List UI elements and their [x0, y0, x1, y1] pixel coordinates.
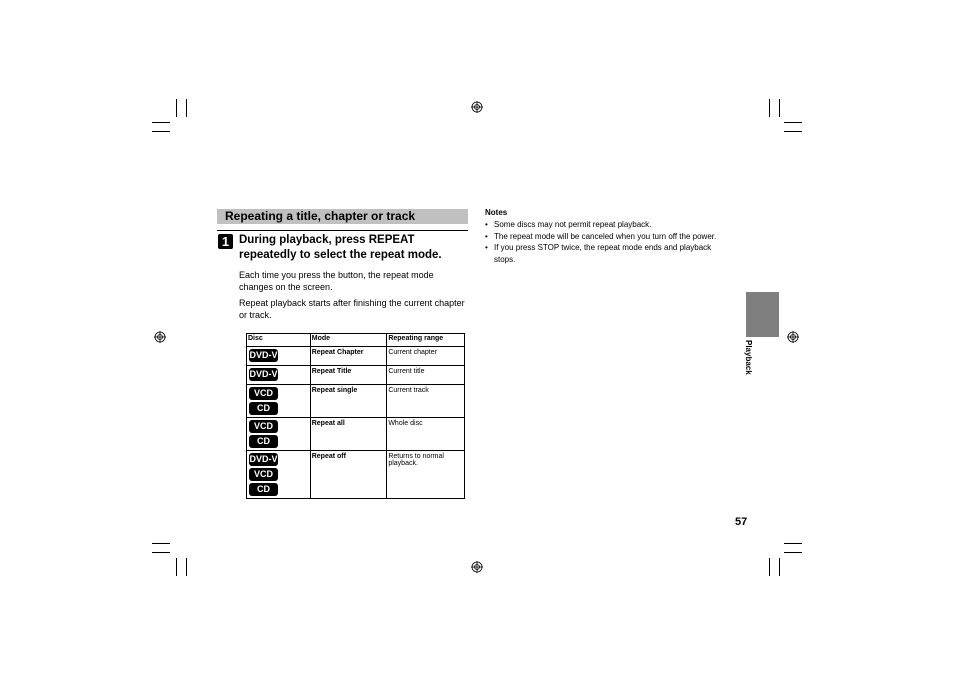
- section-header: [217, 209, 468, 224]
- disc-cell: [247, 366, 311, 385]
- notes-title: Notes: [485, 208, 508, 217]
- paragraph: Repeat playback starts after finishing the current chapter or track.: [239, 298, 465, 320]
- page-number: 57: [735, 516, 748, 528]
- section-title: Repeating a title, chapter or track: [225, 209, 416, 223]
- column-header: Mode: [310, 334, 387, 347]
- vcd-badge: VCD: [249, 420, 278, 433]
- registration-mark-icon: [154, 331, 166, 343]
- cd-badge: CD: [249, 435, 278, 448]
- crop-mark: [152, 543, 170, 544]
- mode-cell: Repeat off: [310, 451, 387, 499]
- crop-mark: [152, 131, 170, 132]
- section-divider: [217, 230, 468, 231]
- range-cell: Whole disc: [387, 418, 465, 451]
- crop-mark: [152, 122, 170, 123]
- crop-mark: [176, 99, 177, 117]
- repeat-mode-table: [246, 333, 465, 499]
- range-cell: Current title: [387, 366, 465, 385]
- column-header: Disc: [247, 334, 311, 347]
- crop-mark: [784, 543, 802, 544]
- registration-mark-icon: [471, 101, 483, 113]
- table-row: [247, 451, 465, 499]
- registration-mark-icon: [787, 331, 799, 343]
- vcd-badge: VCD: [249, 387, 278, 400]
- crop-mark: [769, 99, 770, 117]
- vcd-badge: VCD: [249, 468, 278, 481]
- table-header-row: [247, 334, 465, 347]
- chapter-tab: [746, 292, 779, 337]
- step-instruction: During playback, press REPEAT repeatedly to select the repeat mode.: [239, 234, 442, 261]
- dvd-v-badge: DVD-V: [249, 350, 278, 360]
- note-item: • Some discs may not permit repeat playback.: [485, 219, 725, 231]
- disc-cell: [247, 385, 311, 418]
- table-row: [247, 347, 465, 366]
- note-item: • If you press STOP twice, the repeat mode ends and playback stops.: [485, 242, 725, 265]
- cd-badge: CD: [249, 402, 278, 415]
- crop-mark: [186, 558, 187, 576]
- note-item: • The repeat mode will be canceled when you turn off the power.: [485, 231, 725, 243]
- mode-cell: Repeat Chapter: [310, 347, 387, 366]
- mode-cell: Repeat all: [310, 418, 387, 451]
- step-number-badge: 1: [218, 234, 233, 249]
- mode-cell: Repeat Title: [310, 366, 387, 385]
- crop-mark: [186, 99, 187, 117]
- disc-cell: [247, 347, 311, 366]
- crop-mark: [784, 131, 802, 132]
- chapter-tab-label: Playback: [744, 340, 753, 375]
- paragraph: Each time you press the button, the repeat mode changes on the screen.: [239, 270, 434, 292]
- mode-cell: Repeat single: [310, 385, 387, 418]
- range-cell: Returns to normal playback.: [387, 451, 465, 499]
- crop-mark: [784, 552, 802, 553]
- registration-mark-icon: [471, 561, 483, 573]
- column-header: Repeating range: [387, 334, 465, 347]
- dvd-v-badge: DVD-V: [249, 369, 278, 379]
- notes-list: [485, 219, 725, 265]
- crop-mark: [176, 558, 177, 576]
- table-row: [247, 366, 465, 385]
- dvd-v-badge: DVD-V: [249, 454, 278, 464]
- crop-mark: [784, 122, 802, 123]
- table-row: [247, 418, 465, 451]
- table-row: [247, 385, 465, 418]
- chapter-tab-label-wrap: [743, 340, 755, 400]
- range-cell: Current chapter: [387, 347, 465, 366]
- disc-cell: [247, 418, 311, 451]
- crop-mark: [152, 552, 170, 553]
- crop-mark: [769, 558, 770, 576]
- cd-badge: CD: [249, 483, 278, 496]
- disc-cell: [247, 451, 311, 499]
- range-cell: Current track: [387, 385, 465, 418]
- crop-mark: [779, 558, 780, 576]
- crop-mark: [779, 99, 780, 117]
